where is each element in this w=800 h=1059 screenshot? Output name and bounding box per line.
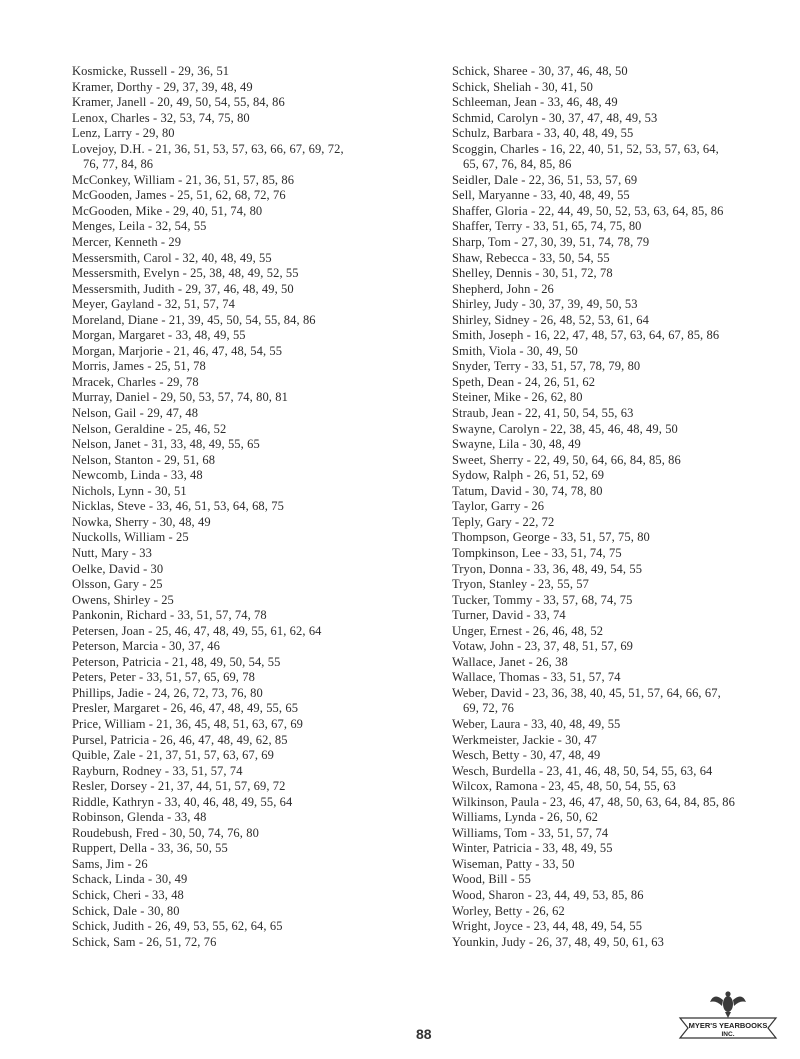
index-entry <box>452 173 735 189</box>
index-entry <box>452 779 735 795</box>
index-entry <box>72 764 344 780</box>
index-entry <box>72 857 344 873</box>
publisher-logo <box>672 988 784 1048</box>
index-entry-text: Winter, Patricia - 33, 48, 49, 55 <box>452 841 613 856</box>
index-entry-text: Tucker, Tommy - 33, 57, 68, 74, 75 <box>452 592 633 607</box>
index-entry-text: Ruppert, Della - 33, 36, 50, 55 <box>72 841 228 856</box>
index-entry-text: Tryon, Donna - 33, 36, 48, 49, 54, 55 <box>452 561 643 576</box>
index-entry <box>452 204 735 220</box>
index-entry-text: Lenox, Charles - 32, 53, 74, 75, 80 <box>72 110 250 125</box>
logo-line1: MYER'S YEARBOOKS <box>688 1021 768 1030</box>
index-entry-text: Turner, David - 33, 74 <box>452 608 566 623</box>
index-entry-text: Nowka, Sherry - 30, 48, 49 <box>72 514 211 529</box>
index-entry <box>72 655 344 671</box>
index-entry-text: Rayburn, Rodney - 33, 51, 57, 74 <box>72 763 243 778</box>
index-entry-text: Schick, Judith - 26, 49, 53, 55, 62, 64, 65 <box>72 919 283 934</box>
index-entry-text: Price, William - 21, 36, 45, 48, 51, 63, 67, 69 <box>72 716 304 731</box>
index-entry <box>72 95 344 111</box>
index-entry-text: Oelke, David - 30 <box>72 561 164 576</box>
index-entry-text: Lenz, Larry - 29, 80 <box>72 126 175 141</box>
index-entry <box>72 235 344 251</box>
index-entry <box>452 530 735 546</box>
index-entry <box>452 748 735 764</box>
index-entry-text: McGooden, Mike - 29, 40, 51, 74, 80 <box>72 203 263 218</box>
index-entry-text: Thompson, George - 33, 51, 57, 75, 80 <box>452 530 650 545</box>
index-entry-text: Pankonin, Richard - 33, 51, 57, 74, 78 <box>72 608 267 623</box>
index-entry-continuation: 69, 72, 76 <box>463 701 514 716</box>
eagle-icon <box>672 988 784 1048</box>
index-entry <box>452 390 735 406</box>
index-entry <box>72 717 344 733</box>
index-entry <box>452 593 735 609</box>
index-entry <box>72 173 344 189</box>
index-entry <box>452 406 735 422</box>
index-entry <box>452 235 735 251</box>
index-entry-text: Messersmith, Carol - 32, 40, 48, 49, 55 <box>72 250 272 265</box>
index-entry <box>452 655 735 671</box>
index-entry <box>452 562 735 578</box>
index-entry <box>452 328 735 344</box>
index-column-right <box>452 64 735 950</box>
index-entry <box>72 608 344 624</box>
index-entry-text: Schick, Sam - 26, 51, 72, 76 <box>72 934 217 949</box>
index-entry-text: Smith, Viola - 30, 49, 50 <box>452 343 578 358</box>
index-entry-text: Nelson, Geraldine - 25, 46, 52 <box>72 421 227 436</box>
index-entry <box>72 328 344 344</box>
index-entry-text: Messersmith, Judith - 29, 37, 46, 48, 49, 50 <box>72 281 294 296</box>
index-entry <box>72 344 344 360</box>
index-entry <box>452 810 735 826</box>
index-entry <box>72 904 344 920</box>
index-entry <box>452 686 735 717</box>
index-entry <box>72 142 344 173</box>
index-entry-text: Owens, Shirley - 25 <box>72 592 174 607</box>
index-entry-continuation: 76, 77, 84, 86 <box>83 157 154 172</box>
index-entry-text: Meyer, Gayland - 32, 51, 57, 74 <box>72 297 235 312</box>
index-entry-text: Morgan, Margaret - 33, 48, 49, 55 <box>72 328 246 343</box>
index-entry-text: Sell, Maryanne - 33, 40, 48, 49, 55 <box>452 188 630 203</box>
index-entry <box>72 779 344 795</box>
index-entry-text: Moreland, Diane - 21, 39, 45, 50, 54, 55, 84, 86 <box>72 312 316 327</box>
index-entry <box>72 437 344 453</box>
index-entry <box>452 795 735 811</box>
index-entry <box>452 297 735 313</box>
index-entry-text: Peterson, Patricia - 21, 48, 49, 50, 54, 55 <box>72 654 281 669</box>
index-entry <box>452 453 735 469</box>
index-entry <box>72 593 344 609</box>
index-entry <box>72 204 344 220</box>
index-entry <box>72 562 344 578</box>
index-entry-text: Schick, Cheri - 33, 48 <box>72 887 184 902</box>
index-entry-text: Phillips, Jadie - 24, 26, 72, 73, 76, 80 <box>72 685 263 700</box>
index-entry-text: Morris, James - 25, 51, 78 <box>72 359 206 374</box>
index-entry <box>72 64 344 80</box>
index-entry-text: Sharp, Tom - 27, 30, 39, 51, 74, 78, 79 <box>452 235 650 250</box>
index-entry <box>72 313 344 329</box>
index-entry <box>452 422 735 438</box>
index-entry-text: Mercer, Kenneth - 29 <box>72 235 182 250</box>
index-entry <box>452 624 735 640</box>
index-entry-text: Weber, David - 23, 36, 38, 40, 45, 51, 57, 64, 66, 67, <box>452 685 721 700</box>
index-entry <box>452 733 735 749</box>
index-entry-text: Petersen, Joan - 25, 46, 47, 48, 49, 55, 61, 62, 64 <box>72 623 322 638</box>
index-entry-text: Presler, Margaret - 26, 46, 47, 48, 49, 55, 65 <box>72 701 299 716</box>
index-entry-text: Seidler, Dale - 22, 36, 51, 53, 57, 69 <box>452 172 638 187</box>
index-entry <box>452 670 735 686</box>
index-entry-text: Shirley, Judy - 30, 37, 39, 49, 50, 53 <box>452 297 638 312</box>
index-entry-text: Sams, Jim - 26 <box>72 856 148 871</box>
index-entry-text: Unger, Ernest - 26, 46, 48, 52 <box>452 623 604 638</box>
index-entry <box>452 344 735 360</box>
index-entry-text: Murray, Daniel - 29, 50, 53, 57, 74, 80, 81 <box>72 390 288 405</box>
index-entry <box>452 841 735 857</box>
index-entry <box>452 919 735 935</box>
index-entry <box>452 188 735 204</box>
index-entry <box>452 857 735 873</box>
index-entry-text: Steiner, Mike - 26, 62, 80 <box>452 390 583 405</box>
index-entry-text: Wesch, Betty - 30, 47, 48, 49 <box>452 748 601 763</box>
index-entry-text: Quible, Zale - 21, 37, 51, 57, 63, 67, 69 <box>72 748 274 763</box>
index-entry-text: Nelson, Janet - 31, 33, 48, 49, 55, 65 <box>72 437 260 452</box>
index-entry <box>452 80 735 96</box>
index-entry <box>72 577 344 593</box>
index-entry-text: Swayne, Carolyn - 22, 38, 45, 46, 48, 49, 50 <box>452 421 678 436</box>
index-entry-text: Wright, Joyce - 23, 44, 48, 49, 54, 55 <box>452 919 643 934</box>
index-entry-text: Williams, Lynda - 26, 50, 62 <box>452 810 599 825</box>
index-entry <box>72 888 344 904</box>
index-entry-text: Wood, Bill - 55 <box>452 872 531 887</box>
index-entry-text: Nicklas, Steve - 33, 46, 51, 53, 64, 68, 75 <box>72 499 284 514</box>
index-entry <box>452 313 735 329</box>
index-entry-text: Tatum, David - 30, 74, 78, 80 <box>452 483 603 498</box>
index-entry-text: Pursel, Patricia - 26, 46, 47, 48, 49, 62, 85 <box>72 732 288 747</box>
index-entry-text: Weber, Laura - 33, 40, 48, 49, 55 <box>452 716 621 731</box>
index-entry-text: Worley, Betty - 26, 62 <box>452 903 565 918</box>
index-entry-text: Werkmeister, Jackie - 30, 47 <box>452 732 597 747</box>
index-entry-continuation: 65, 67, 76, 84, 85, 86 <box>463 157 572 172</box>
index-entry-text: Schmid, Carolyn - 30, 37, 47, 48, 49, 53 <box>452 110 658 125</box>
index-entry-text: Scoggin, Charles - 16, 22, 40, 51, 52, 53, 57, 63, 64, <box>452 141 719 156</box>
index-entry <box>72 810 344 826</box>
index-entry <box>72 624 344 640</box>
index-entry <box>452 577 735 593</box>
index-entry <box>72 468 344 484</box>
index-entry <box>72 266 344 282</box>
index-entry-text: Wallace, Thomas - 33, 51, 57, 74 <box>452 670 621 685</box>
index-entry <box>72 515 344 531</box>
index-entry <box>452 826 735 842</box>
index-entry-text: Nelson, Stanton - 29, 51, 68 <box>72 452 216 467</box>
index-entry <box>452 608 735 624</box>
index-entry-text: Wood, Sharon - 23, 44, 49, 53, 85, 86 <box>452 887 644 902</box>
index-entry <box>452 437 735 453</box>
index-entry-text: Newcomb, Linda - 33, 48 <box>72 468 203 483</box>
index-entry-text: Speth, Dean - 24, 26, 51, 62 <box>452 374 596 389</box>
index-entry <box>72 80 344 96</box>
index-entry-text: Nelson, Gail - 29, 47, 48 <box>72 406 199 421</box>
index-entry <box>72 546 344 562</box>
index-entry-text: Kramer, Janell - 20, 49, 50, 54, 55, 84, 86 <box>72 95 285 110</box>
index-entry-text: McConkey, William - 21, 36, 51, 57, 85, 86 <box>72 172 295 187</box>
index-entry <box>72 406 344 422</box>
index-entry-text: Wallace, Janet - 26, 38 <box>452 654 568 669</box>
index-entry <box>72 670 344 686</box>
index-entry <box>452 251 735 267</box>
index-entry-text: Swayne, Lila - 30, 48, 49 <box>452 437 581 452</box>
index-entry <box>452 142 735 173</box>
index-entry-text: Shaffer, Terry - 33, 51, 65, 74, 75, 80 <box>452 219 642 234</box>
index-entry <box>72 375 344 391</box>
index-entry <box>452 375 735 391</box>
index-entry <box>452 888 735 904</box>
index-entry-text: Straub, Jean - 22, 41, 50, 54, 55, 63 <box>452 406 634 421</box>
index-entry <box>452 95 735 111</box>
index-entry <box>452 359 735 375</box>
index-entry-text: Shirley, Sidney - 26, 48, 52, 53, 61, 64 <box>452 312 649 327</box>
index-entry-text: Shelley, Dennis - 30, 51, 72, 78 <box>452 266 613 281</box>
index-entry <box>452 717 735 733</box>
index-entry <box>72 935 344 951</box>
index-entry-text: Peters, Peter - 33, 51, 57, 65, 69, 78 <box>72 670 255 685</box>
index-entry <box>72 111 344 127</box>
index-entry-text: Robinson, Glenda - 33, 48 <box>72 810 207 825</box>
index-entry <box>72 919 344 935</box>
index-entry <box>72 188 344 204</box>
page-number: 88 <box>416 1026 432 1042</box>
index-entry-text: Votaw, John - 23, 37, 48, 51, 57, 69 <box>452 639 634 654</box>
index-entry <box>72 686 344 702</box>
index-entry <box>452 64 735 80</box>
index-entry-text: McGooden, James - 25, 51, 62, 68, 72, 76 <box>72 188 286 203</box>
index-entry <box>452 935 735 951</box>
index-column-left <box>72 64 344 950</box>
index-entry-text: Olsson, Gary - 25 <box>72 577 163 592</box>
index-entry <box>72 841 344 857</box>
index-entry <box>452 111 735 127</box>
index-entry-text: Taylor, Garry - 26 <box>452 499 545 514</box>
index-entry <box>452 904 735 920</box>
index-entry <box>72 872 344 888</box>
index-entry-text: Younkin, Judy - 26, 37, 48, 49, 50, 61, 63 <box>452 934 664 949</box>
index-entry <box>72 499 344 515</box>
index-entry <box>72 453 344 469</box>
index-entry <box>452 764 735 780</box>
index-entry <box>72 297 344 313</box>
index-entry-text: Wilcox, Ramona - 23, 45, 48, 50, 54, 55, 63 <box>452 779 676 794</box>
index-entry-text: Tompkinson, Lee - 33, 51, 74, 75 <box>452 545 622 560</box>
index-entry-text: Teply, Gary - 22, 72 <box>452 514 555 529</box>
index-entry-text: Sydow, Ralph - 26, 51, 52, 69 <box>452 468 605 483</box>
index-entry-text: Resler, Dorsey - 21, 37, 44, 51, 57, 69, 72 <box>72 779 286 794</box>
index-entry-text: Wiseman, Patty - 33, 50 <box>452 856 575 871</box>
index-entry <box>72 359 344 375</box>
index-entry-text: Wesch, Burdella - 23, 41, 46, 48, 50, 54, 55, 63, 64 <box>452 763 713 778</box>
index-entry <box>452 872 735 888</box>
index-entry-text: Schleeman, Jean - 33, 46, 48, 49 <box>452 95 618 110</box>
index-entry <box>452 546 735 562</box>
index-entry-text: Nuckolls, William - 25 <box>72 530 189 545</box>
index-entry-text: Sweet, Sherry - 22, 49, 50, 64, 66, 84, 85, 86 <box>452 452 681 467</box>
index-entry-text: Morgan, Marjorie - 21, 46, 47, 48, 54, 55 <box>72 343 283 358</box>
index-entry <box>72 484 344 500</box>
index-entry-text: Kosmicke, Russell - 29, 36, 51 <box>72 64 230 78</box>
index-entry-text: Nutt, Mary - 33 <box>72 545 152 560</box>
index-entry-text: Schick, Sheliah - 30, 41, 50 <box>452 79 593 94</box>
index-entry-text: Shaw, Rebecca - 33, 50, 54, 55 <box>452 250 610 265</box>
index-entry-text: Menges, Leila - 32, 54, 55 <box>72 219 207 234</box>
index-entry-text: Nichols, Lynn - 30, 51 <box>72 483 187 498</box>
index-entry <box>72 282 344 298</box>
index-entry <box>452 468 735 484</box>
index-entry <box>72 219 344 235</box>
index-entry-text: Schick, Dale - 30, 80 <box>72 903 180 918</box>
index-entry-text: Riddle, Kathryn - 33, 40, 46, 48, 49, 55, 64 <box>72 794 293 809</box>
index-entry-text: Kramer, Dorthy - 29, 37, 39, 48, 49 <box>72 79 253 94</box>
index-entry <box>72 733 344 749</box>
index-entry-text: Lovejoy, D.H. - 21, 36, 51, 53, 57, 63, 66, 67, 69, 72, <box>72 141 344 156</box>
index-entry-text: Shaffer, Gloria - 22, 44, 49, 50, 52, 53, 63, 64, 85, 86 <box>452 203 724 218</box>
index-entry <box>452 282 735 298</box>
index-entry <box>452 515 735 531</box>
index-entry <box>452 126 735 142</box>
index-entry-text: Snyder, Terry - 33, 51, 57, 78, 79, 80 <box>452 359 641 374</box>
index-entry-text: Williams, Tom - 33, 51, 57, 74 <box>452 825 609 840</box>
index-entry <box>452 639 735 655</box>
index-entry <box>72 390 344 406</box>
index-entry <box>452 266 735 282</box>
index-entry-text: Schulz, Barbara - 33, 40, 48, 49, 55 <box>452 126 634 141</box>
index-entry-text: Shepherd, John - 26 <box>452 281 554 296</box>
index-entry <box>72 748 344 764</box>
index-entry <box>452 484 735 500</box>
index-entry <box>452 499 735 515</box>
index-entry-text: Mracek, Charles - 29, 78 <box>72 374 199 389</box>
index-entry <box>72 422 344 438</box>
index-entry-text: Peterson, Marcia - 30, 37, 46 <box>72 639 221 654</box>
index-entry-text: Messersmith, Evelyn - 25, 38, 48, 49, 52, 55 <box>72 266 299 281</box>
logo-line2: INC. <box>721 1031 735 1038</box>
index-entry <box>72 826 344 842</box>
index-entry <box>72 530 344 546</box>
index-entry <box>72 701 344 717</box>
index-entry-text: Wilkinson, Paula - 23, 46, 47, 48, 50, 63, 64, 84, 85, 86 <box>452 794 735 809</box>
index-entry-text: Smith, Joseph - 16, 22, 47, 48, 57, 63, 64, 67, 85, 86 <box>452 328 720 343</box>
index-entry <box>72 795 344 811</box>
index-entry <box>72 639 344 655</box>
index-entry-text: Schack, Linda - 30, 49 <box>72 872 188 887</box>
index-entry-text: Roudebush, Fred - 30, 50, 74, 76, 80 <box>72 825 259 840</box>
index-entry <box>452 219 735 235</box>
index-entry <box>72 251 344 267</box>
index-entry <box>72 126 344 142</box>
index-entry-text: Schick, Sharee - 30, 37, 46, 48, 50 <box>452 64 628 78</box>
index-entry-text: Tryon, Stanley - 23, 55, 57 <box>452 577 589 592</box>
